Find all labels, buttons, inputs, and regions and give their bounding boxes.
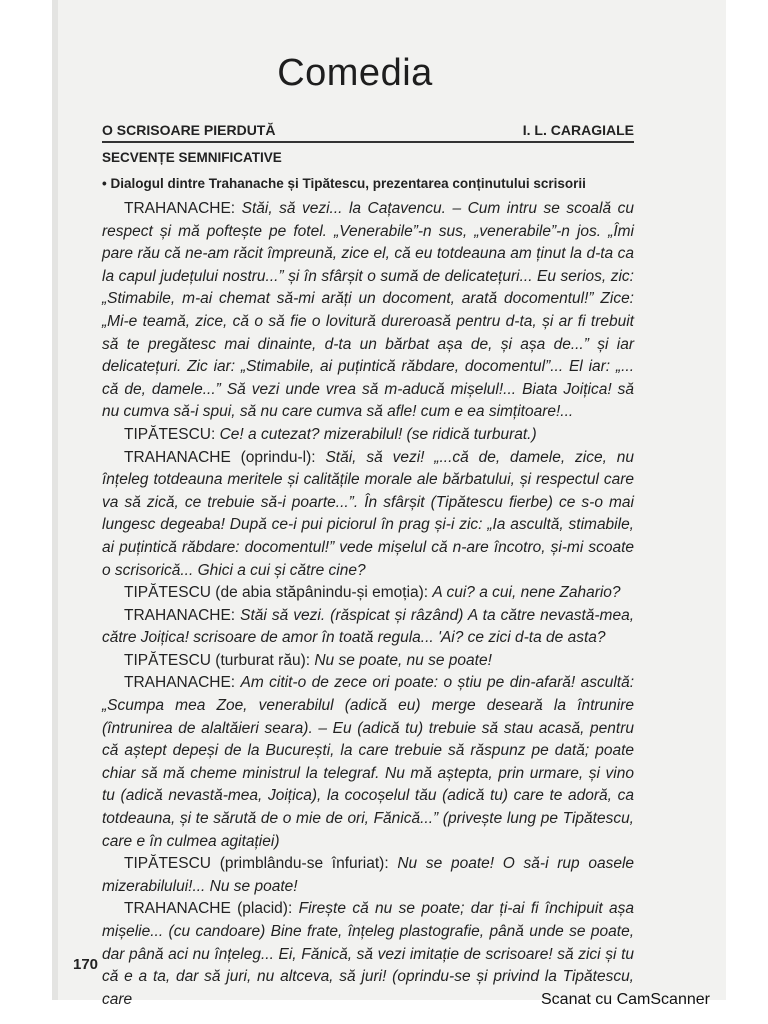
author-name: I. L. CARAGIALE	[522, 122, 634, 138]
line: Stăi, să vezi... la Cațavencu. – Cum intru se scoală cu respect și mă poftește pe fotel. „Venerabile”-n sus, „venerabile”-n jos. „Îmi pare rău că ne-am răcit împreună, zice el, că eu totdeauna am ținut la d-ta ca la capul județului nostru...” și în sfârșit o sumă de delicatețuri... Eu serios, zic: „Stimabile, m-ai chemat să-mi arăți un docoment, arată docomentul!” Zice: „Mi-e teamă, zice, că o să fie o lovitură dureroasă pentru d-ta, și ar fi trebuit să te pregătesc mai dinainte, d-ta un bărbat așa de, și așa de...” și iar delicatețuri. Zic iar: „Stimabile, ai puțintică răbdare, docomentul”... El iar: „... că de, damele...” Să vezi unde vrea să m-aducă mișelul!... Biata Joițica! să nu cumva să-i spui, să nu care cumva să afle! cum e ea simțitoare!...	[102, 200, 634, 421]
paragraph	[102, 424, 634, 447]
header-rule	[102, 141, 634, 143]
line: Nu se poate, nu se poate!	[314, 651, 492, 669]
line: Stăi să vezi. (răspicat și râzând) A ta către nevastă-mea, către Joițica! scrisoare de amor în toată regula... 'Ai? ce zici d-ta de asta?	[102, 606, 634, 647]
scanner-watermark: Scanat cu CamScanner	[541, 991, 710, 1008]
speaker: TIPĂTESCU (turburat rău):	[124, 651, 311, 669]
line: A cui? a cui, nene Zahario?	[432, 584, 621, 602]
paragraph	[102, 447, 634, 583]
speaker: TRAHANACHE:	[124, 606, 236, 624]
speaker: TIPĂTESCU:	[124, 425, 216, 443]
dialogue-text	[102, 198, 634, 1011]
line: Am citit-o de zece ori poate: o știu pe din-afară! ascultă: „Scumpa mea Zoe, venerabilul (adică eu) merge deseară la întrunire (întrunirea de alaltăieri seara). – Eu (adică tu) trebuie să stau acasă, pentru că aștept depeși de la București, la care trebuie să răspunz pe dată; poate chiar să mă cheme ministrul la telegraf. Nu mă aștepta, prin urmare, și vino tu (adică nevastă-mea, Joițica), la cocoșelul tău (adică tu) care te adoră, ca totdeauna, și te sărută de o mie de ori, Fănică...” (privește lung pe Tipătescu, care e în culmea agitației)	[102, 674, 634, 850]
paragraph	[102, 672, 634, 853]
speaker: TIPĂTESCU (primblându-se înfuriat):	[124, 855, 389, 873]
speaker: TRAHANACHE:	[124, 674, 236, 692]
speaker: TRAHANACHE:	[124, 200, 236, 217]
speaker: TIPĂTESCU (de abia stăpânindu-și emoția):	[124, 584, 429, 602]
play-title: O SCRISOARE PIERDUTĂ	[102, 122, 276, 138]
paragraph	[102, 605, 634, 650]
speaker: TRAHANACHE (oprindu-l):	[124, 448, 316, 466]
line: Firește că nu se poate; dar ți-ai fi închipuit așa mișelie... (cu candoare) Bine frate, înțeleg plastografie, până unde se poate, dar până aci nu înțeleg... Ei, Fănică, să vezi imitație de scrisoare! să zici și tu că e a ta, dar să juri, nu altceva, să juri! (oprindu-se și privind la Tipătescu, care	[102, 900, 634, 1008]
bullet-heading: • Dialogul dintre Trahanache și Tipătescu, prezentarea conținutului scrisorii	[102, 176, 586, 191]
page-number: 170	[73, 956, 99, 973]
paragraph	[102, 650, 634, 673]
line: Nu se poate! O să-i rup oasele mizerabilului!... Nu se poate!	[102, 855, 635, 895]
line: Ce! a cutezat? mizerabilul! (se ridică turburat.)	[219, 425, 537, 443]
speaker: TRAHANACHE (placid):	[124, 900, 293, 918]
section-heading: SECVENȚE SEMNIFICATIVE	[102, 150, 282, 165]
paragraph	[102, 853, 634, 898]
chapter-title: Comedia	[277, 52, 433, 94]
line: Stăi, să vezi! „...că de, damele, zice, nu înțeleg totdeauna meritele și calitățile morale ale bărbatului, și respectul care va să zică, ce trebuie să-i poarte...”. În sfârșit (Tipătescu fierbe) ce s-o mai lungesc degeaba! După ce-i pui piciorul în prag și-i zic: „Ia ascultă, stimabile, ai puțintică răbdare: docomentul!” vede mișelul că n-are încotro, și-mi scoate o scrisorică... Ghici a cui și către cine?	[102, 448, 634, 579]
paragraph	[102, 582, 634, 605]
paragraph	[102, 198, 634, 424]
